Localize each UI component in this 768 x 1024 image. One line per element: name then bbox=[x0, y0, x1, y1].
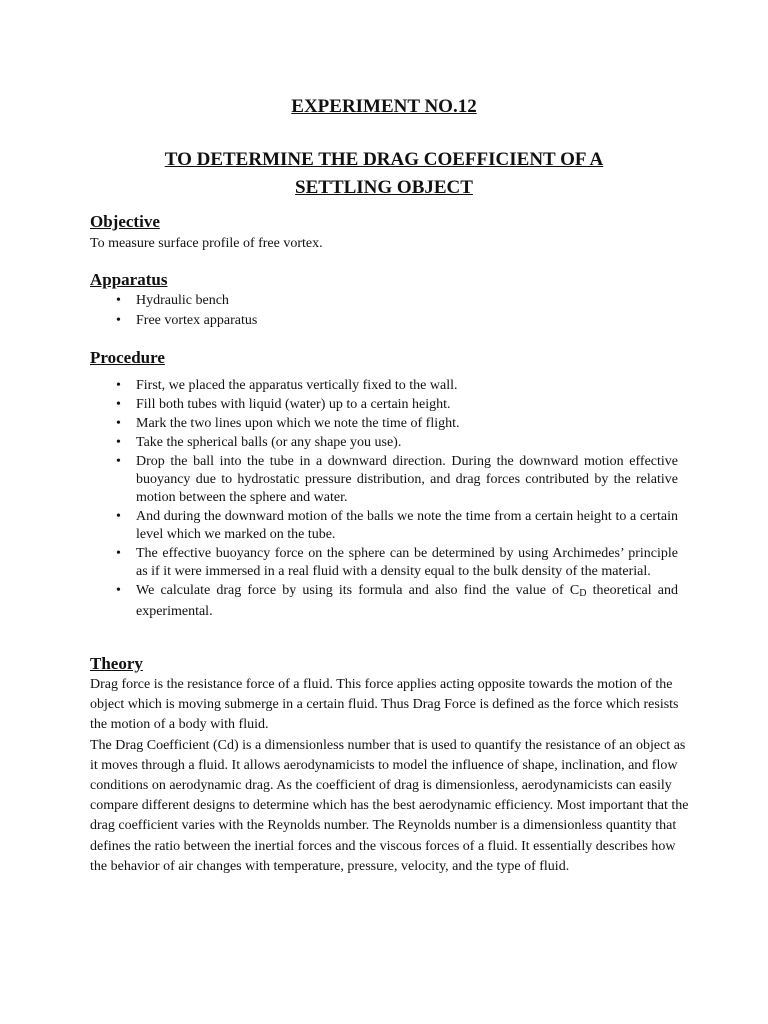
apparatus-list bbox=[90, 292, 690, 332]
objective-text: To measure surface profile of free vortex. bbox=[90, 236, 323, 251]
theory-paragraph: The Drag Coefficient (Cd) is a dimensionless number that is used to quantify the resistance of an object as it moves through a fluid. It allows aerodynamicists to model the influence of shape, inclination, and flow conditions on aerodynamic drag. As the coefficient of drag is dimensionless, aerodynamicists can easily compare different designs to determine which has the best aerodynamic efficiency. Most important that the drag coefficient varies with the Reynolds number. The Reynolds number is a dimensionless quantity that defines the ratio between the inertial forces and the viscous forces of a fluid. It essentially describes how the behavior of air changes with temperature, pressure, velocity, and the type of fluid. bbox=[90, 737, 689, 874]
experiment-title bbox=[0, 146, 768, 202]
list-item-text: theoretical and experimental. bbox=[136, 583, 678, 619]
list-item: • The effective buoyancy force on the sphere can be determined by using Archimedes’ principle as if it were immersed in a real fluid with a density equal to the bulk density of the material. bbox=[90, 545, 678, 581]
list-item: • Take the spherical balls (or any shape you use). bbox=[90, 434, 678, 452]
list-item: • Mark the two lines upon which we note the time of flight. bbox=[90, 415, 678, 433]
procedure-heading: Procedure bbox=[90, 348, 165, 367]
theory-heading: Theory bbox=[90, 654, 143, 673]
list-item: • Hydraulic bench bbox=[90, 292, 690, 310]
experiment-number: EXPERIMENT NO.12 bbox=[291, 96, 477, 117]
apparatus-heading: Apparatus bbox=[90, 270, 168, 289]
list-item: • Drop the ball into the tube in a downward direction. During the downward motion effective buoyancy due to hydrostatic pressure distribution, and drag forces contributed by the relative motion between the sphere and water. bbox=[90, 453, 678, 507]
list-item-text: We calculate drag force by using its formula and also find the value of C bbox=[136, 583, 580, 598]
title-line-1: TO DETERMINE THE DRAG COEFFICIENT OF A bbox=[164, 149, 604, 170]
list-item: • Free vortex apparatus bbox=[90, 312, 690, 330]
theory-body bbox=[90, 675, 690, 877]
subscript-d: D bbox=[579, 588, 587, 599]
list-item: • And during the downward motion of the balls we note the time from a certain height to a certain level which we marked on the tube. bbox=[90, 508, 678, 544]
objective-heading: Objective bbox=[90, 212, 160, 231]
list-item bbox=[90, 582, 678, 621]
list-item: • Fill both tubes with liquid (water) up to a certain height. bbox=[90, 396, 678, 414]
title-line-2: SETTLING OBJECT bbox=[295, 177, 473, 198]
theory-paragraph: Drag force is the resistance force of a fluid. This force applies acting opposite towards the motion of the object which is moving submerge in a certain fluid. Thus Drag Force is defined as the force which resists the motion of a body with fluid. bbox=[90, 677, 679, 733]
procedure-list bbox=[90, 377, 678, 622]
list-item: • First, we placed the apparatus vertically fixed to the wall. bbox=[90, 377, 678, 395]
